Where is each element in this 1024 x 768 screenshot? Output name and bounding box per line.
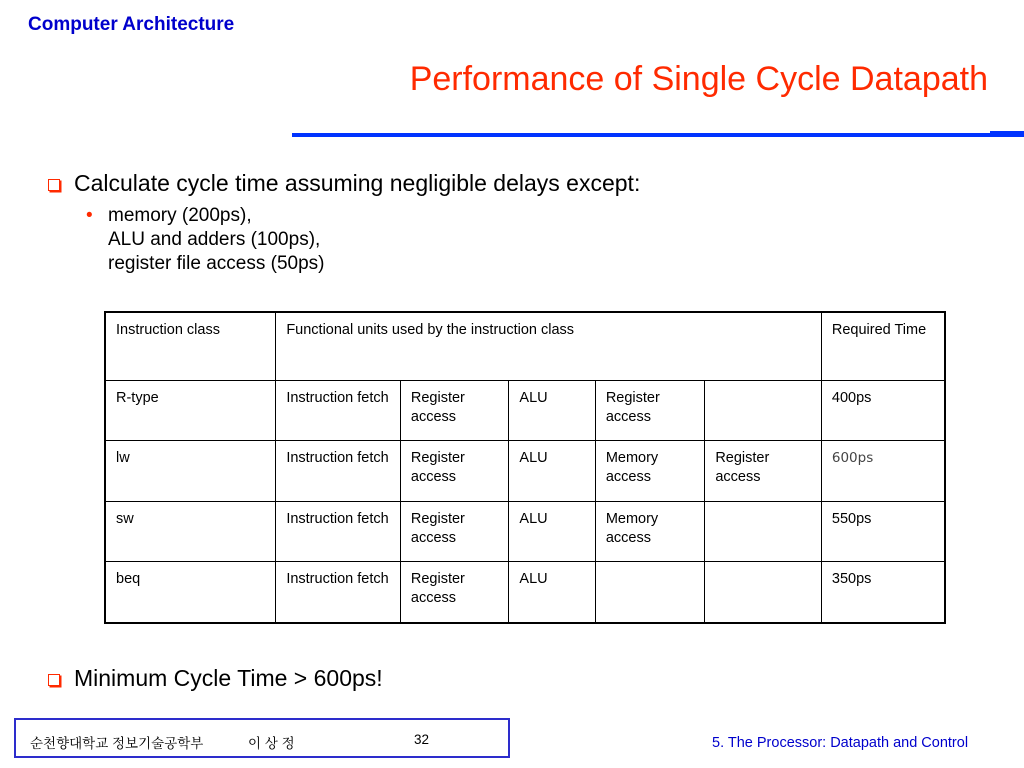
course-title: Computer Architecture bbox=[28, 14, 235, 35]
cell-unit: Instruction fetch bbox=[276, 501, 401, 562]
header-functional-units: Functional units used by the instruction class bbox=[276, 312, 822, 380]
dot-bullet-icon: • bbox=[86, 205, 93, 226]
title-underline-end bbox=[990, 131, 1024, 137]
cell-time: 350ps bbox=[821, 562, 945, 623]
cell-unit: Memory access bbox=[595, 441, 705, 502]
cell-unit bbox=[705, 501, 822, 562]
bullet-conclusion bbox=[48, 665, 383, 692]
table-row bbox=[105, 501, 945, 562]
cell-unit: Instruction fetch bbox=[276, 441, 401, 502]
cell-class: sw bbox=[105, 501, 276, 562]
cell-class: beq bbox=[105, 562, 276, 623]
title-underline bbox=[292, 133, 992, 137]
footer-page-number: 32 bbox=[414, 732, 430, 747]
sub-bullet-line-3: register file access (50ps) bbox=[108, 253, 325, 274]
footer-chapter: 5. The Processor: Datapath and Control bbox=[712, 735, 969, 751]
cell-unit: Instruction fetch bbox=[276, 380, 401, 441]
table-row bbox=[105, 380, 945, 441]
square-bullet-icon bbox=[48, 674, 60, 686]
cell-time: 400ps bbox=[821, 380, 945, 441]
table-row bbox=[105, 441, 945, 502]
footer-box bbox=[14, 718, 510, 758]
table-row bbox=[105, 562, 945, 623]
cell-unit bbox=[705, 380, 822, 441]
cell-unit: Instruction fetch bbox=[276, 562, 401, 623]
bullet-main bbox=[48, 170, 640, 197]
cell-unit: Register access bbox=[400, 501, 509, 562]
header-required-time: Required Time bbox=[821, 312, 945, 380]
footer-university: 순천향대학교 정보기술공학부 bbox=[30, 736, 204, 751]
sub-bullet-list bbox=[86, 204, 324, 276]
performance-table bbox=[104, 311, 946, 624]
bullet-conclusion-text: Minimum Cycle Time > 600ps! bbox=[74, 665, 383, 691]
header-instruction-class: Instruction class bbox=[105, 312, 276, 380]
cell-time: 600ps bbox=[821, 441, 945, 502]
cell-unit: Memory access bbox=[595, 501, 705, 562]
cell-unit: Register access bbox=[400, 562, 509, 623]
sub-bullet-line-2: ALU and adders (100ps), bbox=[108, 229, 321, 250]
cell-class: lw bbox=[105, 441, 276, 502]
cell-time: 550ps bbox=[821, 501, 945, 562]
cell-unit bbox=[595, 562, 705, 623]
square-bullet-icon bbox=[48, 179, 60, 191]
cell-class: R-type bbox=[105, 380, 276, 441]
cell-unit: Register access bbox=[705, 441, 822, 502]
sub-bullet-line-1: • memory (200ps), bbox=[86, 205, 252, 226]
cell-unit: Register access bbox=[400, 441, 509, 502]
cell-unit: Register access bbox=[595, 380, 705, 441]
footer-author: 이 상 정 bbox=[248, 736, 295, 751]
cell-unit: Register access bbox=[400, 380, 509, 441]
cell-unit: ALU bbox=[509, 562, 595, 623]
cell-unit: ALU bbox=[509, 501, 595, 562]
cell-unit: ALU bbox=[509, 380, 595, 441]
cell-unit: ALU bbox=[509, 441, 595, 502]
slide-title: Performance of Single Cycle Datapath bbox=[409, 60, 988, 98]
table-header-row bbox=[105, 312, 945, 380]
bullet-main-text: Calculate cycle time assuming negligible delays except: bbox=[74, 170, 641, 196]
cell-unit bbox=[705, 562, 822, 623]
